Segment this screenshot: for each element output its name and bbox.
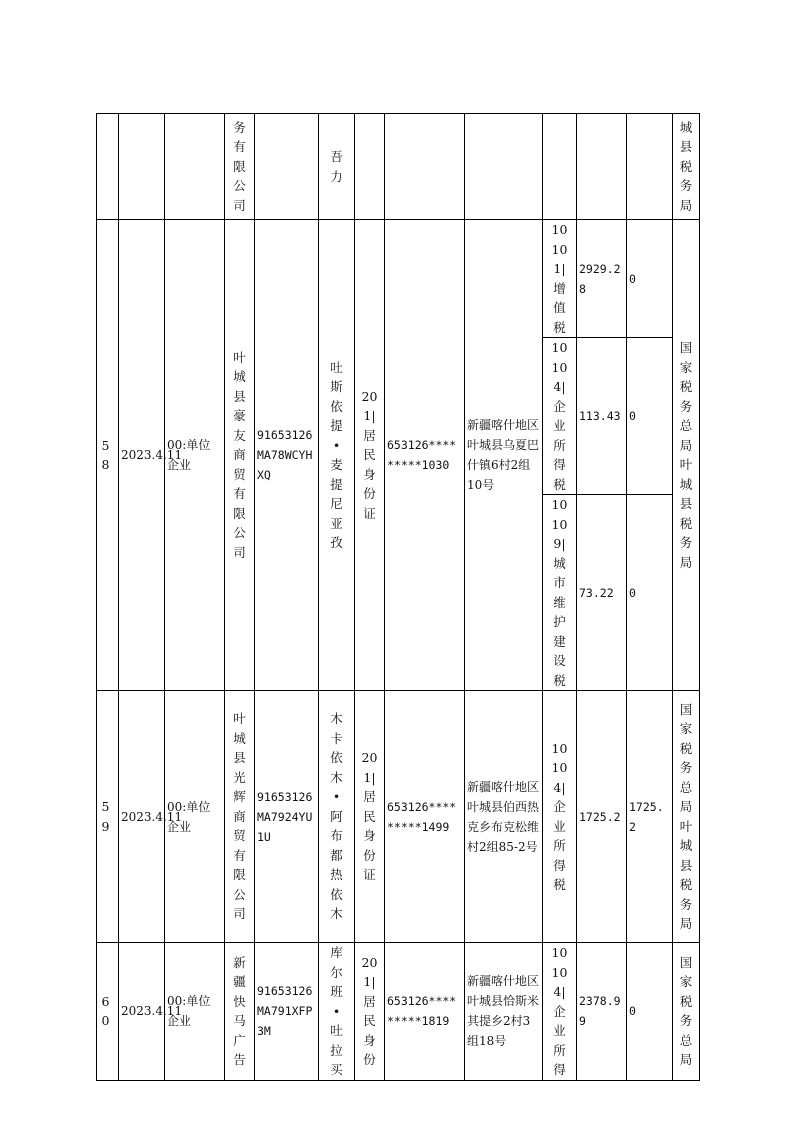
address-cell: 新疆喀什地区叶城县伯西热克乡布克松维村2组85-2号	[465, 691, 543, 943]
amount-cell	[577, 114, 627, 220]
address-cell	[465, 114, 543, 220]
refund-cell: 0	[627, 338, 673, 495]
credit-code-cell: 91653126MA78WCYHXQ	[255, 220, 319, 691]
tax-type-cell: 10104|企业所得税	[543, 691, 577, 943]
index-cell: 58	[97, 220, 119, 691]
id-number-cell: 653126*********1030	[385, 220, 465, 691]
id-type-cell: 201|居民身份证	[355, 220, 385, 691]
index-cell: 59	[97, 691, 119, 943]
id-number-cell	[385, 114, 465, 220]
authority-cell: 国家税务总局	[673, 943, 700, 1081]
id-number-cell: 653126*********1819	[385, 943, 465, 1081]
date-cell: 2023.4.11	[119, 220, 165, 691]
tax-type-cell: 10104|企业所得	[543, 943, 577, 1081]
amount-cell: 113.43	[577, 338, 627, 495]
date-cell: 2023.4.11	[119, 943, 165, 1081]
company-cell: 务有限公司	[225, 114, 255, 220]
unit-type-cell	[165, 114, 225, 220]
person-cell: 库尔班•吐拉买	[319, 943, 355, 1081]
refund-cell: 1725.2	[627, 691, 673, 943]
id-type-cell: 201|居民身份证	[355, 691, 385, 943]
table-row	[97, 943, 700, 1081]
tax-type-cell: 10101|增值税	[543, 220, 577, 338]
unit-type-cell: 00:单位企业	[165, 691, 225, 943]
id-number-cell: 653126*********1499	[385, 691, 465, 943]
unit-type-cell: 00:单位企业	[165, 220, 225, 691]
date-cell	[119, 114, 165, 220]
tax-type-cell: 10109|城市维护建设税	[543, 495, 577, 691]
person-cell: 吾力	[319, 114, 355, 220]
unit-type-cell: 00:单位企业	[165, 943, 225, 1081]
id-type-cell: 201|居民身份	[355, 943, 385, 1081]
table-row	[97, 220, 700, 338]
tax-type-cell: 10104|企业所得税	[543, 338, 577, 495]
person-cell: 吐斯依提•麦提尼亚孜	[319, 220, 355, 691]
tax-type-cell	[543, 114, 577, 220]
table-row	[97, 114, 700, 220]
table-row	[97, 691, 700, 943]
refund-cell	[627, 114, 673, 220]
authority-cell: 国家税务总局叶城县税务局	[673, 220, 700, 691]
address-cell: 新疆喀什地区叶城县乌夏巴什镇6村2组10号	[465, 220, 543, 691]
refund-cell: 0	[627, 495, 673, 691]
tax-record-table	[96, 113, 700, 1081]
date-cell: 2023.4.11	[119, 691, 165, 943]
amount-cell: 73.22	[577, 495, 627, 691]
person-cell: 木卡依木•阿布都热依木	[319, 691, 355, 943]
company-cell: 叶城县光辉商贸有限公司	[225, 691, 255, 943]
company-cell: 叶城县豪友商贸有限公司	[225, 220, 255, 691]
amount-cell: 2929.28	[577, 220, 627, 338]
authority-cell: 城县税务局	[673, 114, 700, 220]
refund-cell: 0	[627, 943, 673, 1081]
credit-code-cell: 91653126MA791XFP3M	[255, 943, 319, 1081]
authority-cell: 国家税务总局叶城县税务局	[673, 691, 700, 943]
amount-cell: 1725.2	[577, 691, 627, 943]
refund-cell: 0	[627, 220, 673, 338]
company-cell: 新疆快马广告	[225, 943, 255, 1081]
credit-code-cell: 91653126MA7924YU1U	[255, 691, 319, 943]
index-cell	[97, 114, 119, 220]
amount-cell: 2378.99	[577, 943, 627, 1081]
address-cell: 新疆喀什地区叶城县恰斯米其提乡2村3组18号	[465, 943, 543, 1081]
id-type-cell	[355, 114, 385, 220]
credit-code-cell	[255, 114, 319, 220]
index-cell: 60	[97, 943, 119, 1081]
